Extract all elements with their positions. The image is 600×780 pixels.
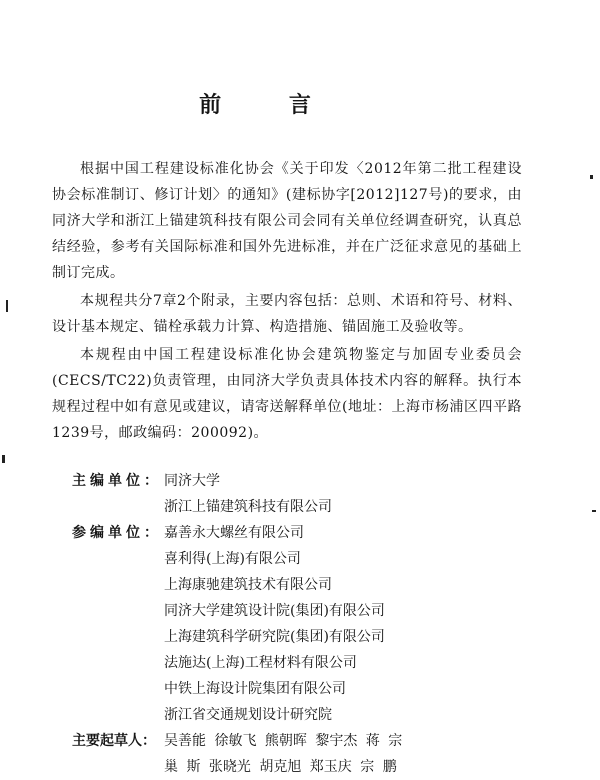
main-drafters-row xyxy=(52,728,522,754)
participating-unit-row xyxy=(52,650,522,676)
paragraph-3: 本规程由中国工程建设标准化协会建筑物鉴定与加固专业委员会(CECS/TC22)负责管理，由同济大学负责具体技术内容的解释。执行本规程过程中如有意见或建议，请寄送解释单位(地址：上海市杨浦区四平路1239号，邮政编码：200092)。 xyxy=(52,347,522,441)
participating-unit-row xyxy=(52,572,522,598)
chief-editor-unit: 同济大学 xyxy=(164,473,220,489)
scan-mark xyxy=(590,175,593,179)
participating-unit: 嘉善永大螺丝有限公司 xyxy=(164,525,304,541)
participating-unit-row xyxy=(52,676,522,702)
page-title: 前 言 xyxy=(199,93,341,118)
paragraph-2: 本规程共分7章2个附录，主要内容包括：总则、术语和符号、材料、设计基本规定、锚栓承载力计算、构造措施、锚固施工及验收等。 xyxy=(52,293,522,335)
preface-body xyxy=(52,156,522,448)
participating-unit-row xyxy=(52,520,522,546)
chief-editor-label: 主编单位： xyxy=(72,473,162,489)
participating-unit: 中铁上海设计院集团有限公司 xyxy=(164,681,346,697)
participating-unit-row xyxy=(52,624,522,650)
main-drafters-row xyxy=(52,754,522,780)
participating-unit-row xyxy=(52,546,522,572)
scan-mark xyxy=(6,300,8,312)
chief-editor-unit: 浙江上锚建筑科技有限公司 xyxy=(164,499,332,515)
participating-unit: 喜利得(上海)有限公司 xyxy=(164,551,301,567)
participating-unit: 浙江省交通规划设计研究院 xyxy=(164,707,332,723)
participating-unit-row xyxy=(52,702,522,728)
participating-unit: 上海建筑科学研究院(集团)有限公司 xyxy=(164,629,385,645)
participating-unit: 上海康驰建筑技术有限公司 xyxy=(164,577,332,593)
drafter-names: 巢 斯 张晓光 胡克旭 郑玉庆 宗 鹏 xyxy=(164,759,397,775)
participating-unit: 同济大学建筑设计院(集团)有限公司 xyxy=(164,603,385,619)
scan-mark xyxy=(592,510,596,512)
contributors-list xyxy=(52,468,522,780)
participating-unit: 法施达(上海)工程材料有限公司 xyxy=(164,655,357,671)
chief-editor-row xyxy=(52,494,522,520)
participating-units-label: 参编单位： xyxy=(72,525,162,541)
paragraph-1: 根据中国工程建设标准化协会《关于印发〈2012年第二批工程建设协会标准制订、修订计划〉的通知》(建标协字[2012]127号)的要求，由同济大学和浙江上锚建筑科技有限公司会同有关单位经调查研究，认真总结经验，参考有关国际标准和国外先进标准，并在广泛征求意见的基础上制订完成。 xyxy=(52,161,522,281)
scan-mark xyxy=(2,455,5,463)
participating-unit-row xyxy=(52,598,522,624)
chief-editor-row xyxy=(52,468,522,494)
main-drafters-label: 主要起草人： xyxy=(72,733,156,749)
drafter-names: 吴善能 徐敏飞 熊朝晖 黎宇杰 蒋 宗 xyxy=(164,733,403,749)
